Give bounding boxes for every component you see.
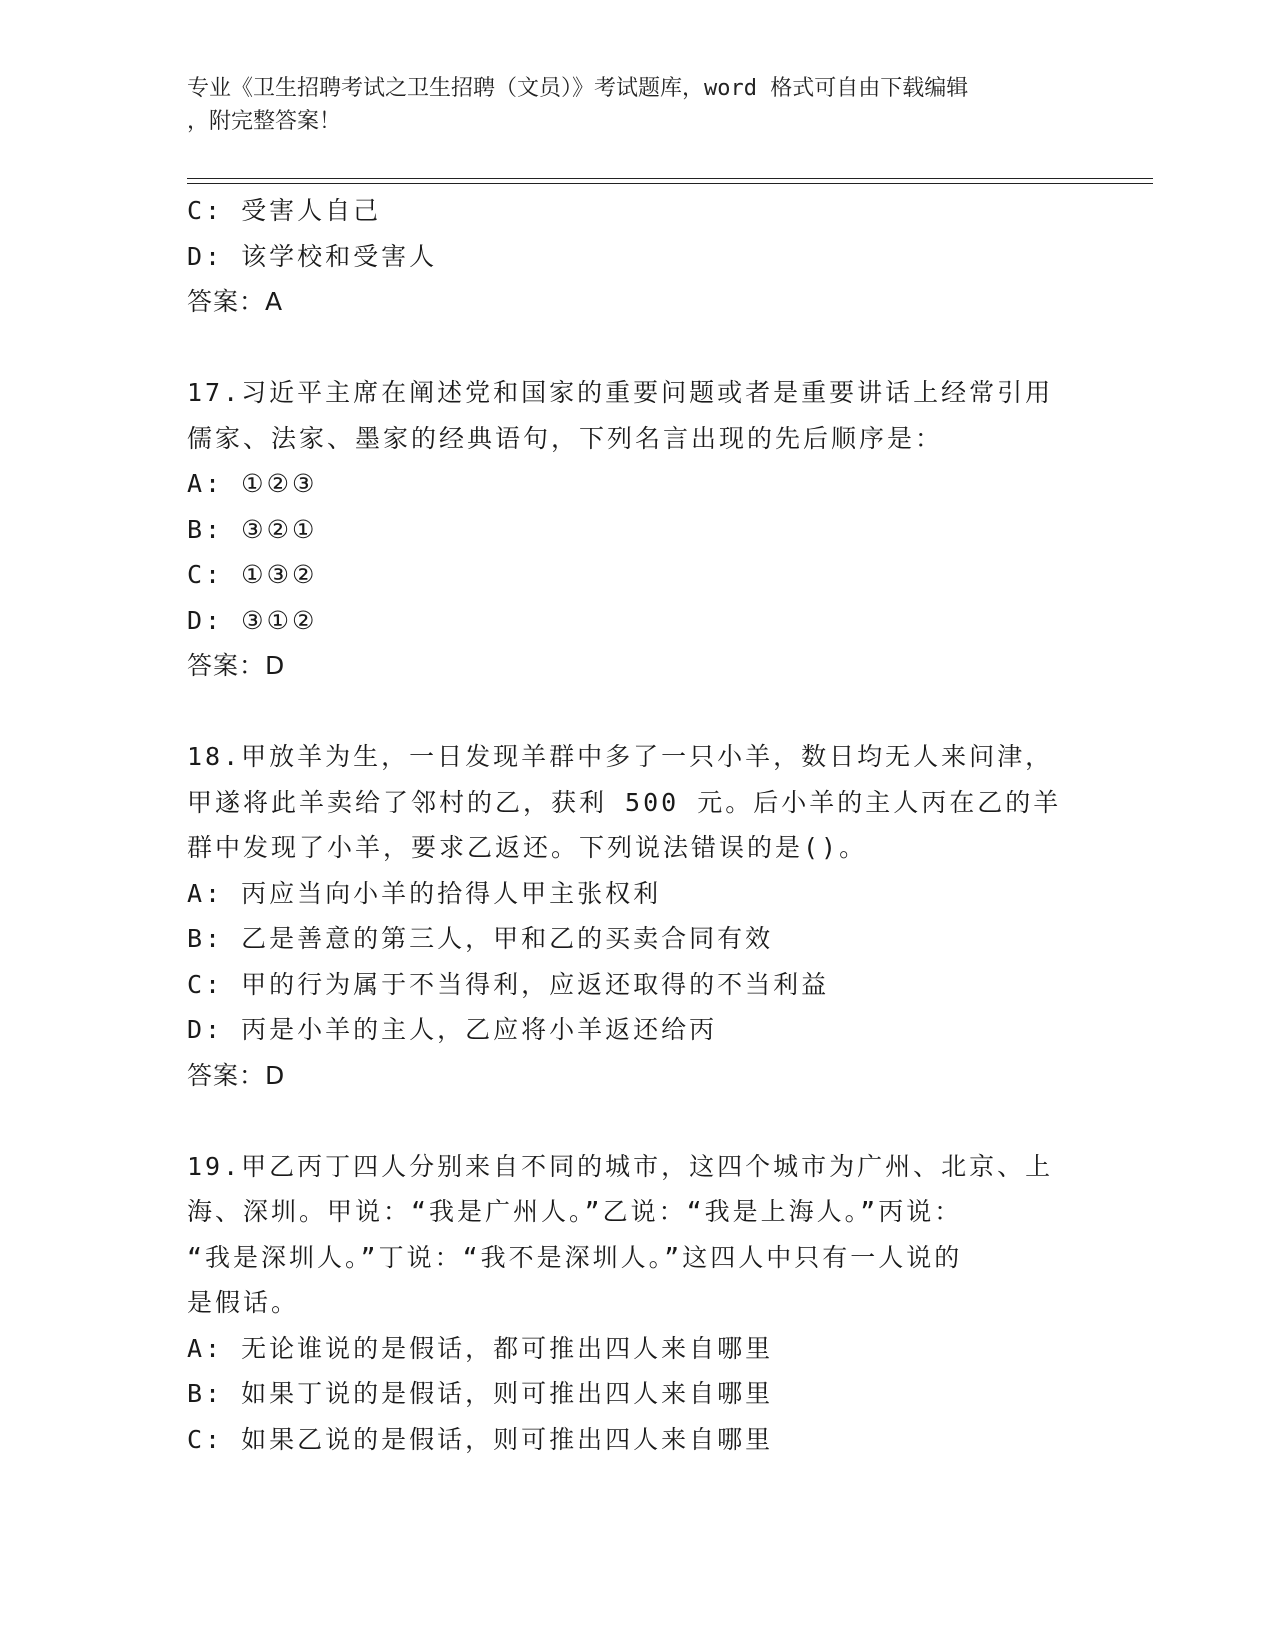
option-b: B: ③②①	[187, 514, 318, 544]
question-stem: 海、深圳。甲说：“我是广州人。”乙说：“我是上海人。”丙说：	[187, 1197, 963, 1226]
question-stem: 甲遂将此羊卖给了邻村的乙，获利 500 元。后小羊的主人丙在乙的羊	[187, 787, 1062, 817]
question-16-tail	[187, 188, 1087, 325]
spacer	[187, 1098, 1087, 1144]
question-stem: 17.习近平主席在阐述党和国家的重要问题或者是重要讲话上经常引用	[187, 378, 1054, 407]
question-17	[187, 370, 1087, 689]
question-stem: 18.甲放羊为生，一日发现羊群中多了一只小羊，数日均无人来问津，	[187, 742, 1054, 771]
question-18	[187, 734, 1087, 1098]
option-c: C: 甲的行为属于不当得利，应返还取得的不当利益	[187, 969, 830, 999]
option-b: B: 如果丁说的是假话，则可推出四人来自哪里	[187, 1379, 774, 1408]
question-stem: 19.甲乙丙丁四人分别来自不同的城市，这四个城市为广州、北京、上	[187, 1151, 1054, 1181]
option-c: C: 如果乙说的是假话，则可推出四人来自哪里	[187, 1424, 774, 1454]
option-c: C: 受害人自己	[187, 196, 382, 225]
option-c: C: ①③②	[187, 560, 318, 589]
header-divider	[187, 178, 1153, 184]
question-stem: “我是深圳人。”丁说：“我不是深圳人。”这四人中只有一人说的	[187, 1242, 963, 1272]
spacer	[187, 325, 1087, 371]
document-header	[187, 72, 1067, 138]
option-d: D: 该学校和受害人	[187, 241, 438, 271]
answer: 答案：D	[187, 651, 286, 680]
option-a: A: ①②③	[187, 469, 318, 498]
question-19	[187, 1144, 1087, 1463]
question-stem: 儒家、法家、墨家的经典语句，下列名言出现的先后顺序是：	[187, 423, 944, 453]
question-stem: 是假话。	[187, 1288, 300, 1317]
question-stem: 群中发现了小羊，要求乙返还。下列说法错误的是()。	[187, 833, 868, 862]
header-line-1: 专业《卫生招聘考试之卫生招聘（文员）》考试题库，word 格式可自由下载编辑	[187, 76, 969, 101]
answer: 答案：A	[187, 287, 284, 316]
option-d: D: ③①②	[187, 605, 318, 635]
spacer	[187, 689, 1087, 735]
answer: 答案：D	[187, 1060, 286, 1090]
option-b: B: 乙是善意的第三人，甲和乙的买卖合同有效	[187, 924, 774, 953]
option-a: A: 无论谁说的是假话，都可推出四人来自哪里	[187, 1333, 774, 1363]
document-body	[187, 188, 1087, 1462]
header-line-2: ，附完整答案！	[187, 109, 342, 134]
option-a: A: 丙应当向小羊的拾得人甲主张权利	[187, 878, 662, 908]
option-d: D: 丙是小羊的主人，乙应将小羊返还给丙	[187, 1015, 718, 1044]
